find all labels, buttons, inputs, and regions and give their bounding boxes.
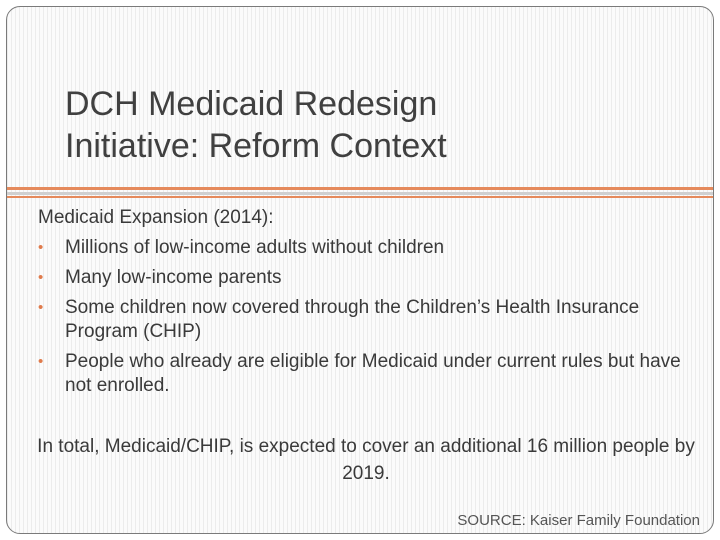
slide	[6, 6, 714, 534]
divider-line-top	[7, 187, 714, 190]
slide-title-line-2: Initiative: Reform Context	[65, 127, 447, 165]
bullet-item	[38, 296, 708, 344]
bullet-icon: •	[38, 269, 44, 286]
bullet-item	[38, 350, 708, 398]
bullet-icon: •	[38, 239, 44, 256]
bullet-text: Some children now covered through the Children’s Health Insurance Program (CHIP)	[65, 297, 640, 342]
bullet-item	[38, 266, 708, 290]
divider-line-bottom	[7, 196, 714, 198]
divider-line-middle	[7, 192, 714, 195]
bullet-list	[38, 236, 708, 398]
bullet-text: Many low-income parents	[65, 267, 282, 288]
source-citation: SOURCE: Kaiser Family Foundation	[457, 512, 700, 529]
summary-text: In total, Medicaid/CHIP, is expected to cover an additional 16 million people by 2019.	[37, 436, 695, 484]
slide-title-line-1: DCH Medicaid Redesign	[65, 85, 438, 123]
bullet-item	[38, 236, 708, 260]
bullet-text: Millions of low-income adults without children	[65, 237, 445, 258]
bullet-icon: •	[38, 353, 44, 370]
title-divider	[7, 187, 714, 199]
intro-heading: Medicaid Expansion (2014):	[38, 207, 274, 228]
slide-body	[38, 206, 708, 404]
bullet-icon: •	[38, 299, 44, 316]
bullet-text: People who already are eligible for Medicaid under current rules but have not enrolled.	[65, 351, 681, 396]
slide-title	[65, 83, 685, 167]
